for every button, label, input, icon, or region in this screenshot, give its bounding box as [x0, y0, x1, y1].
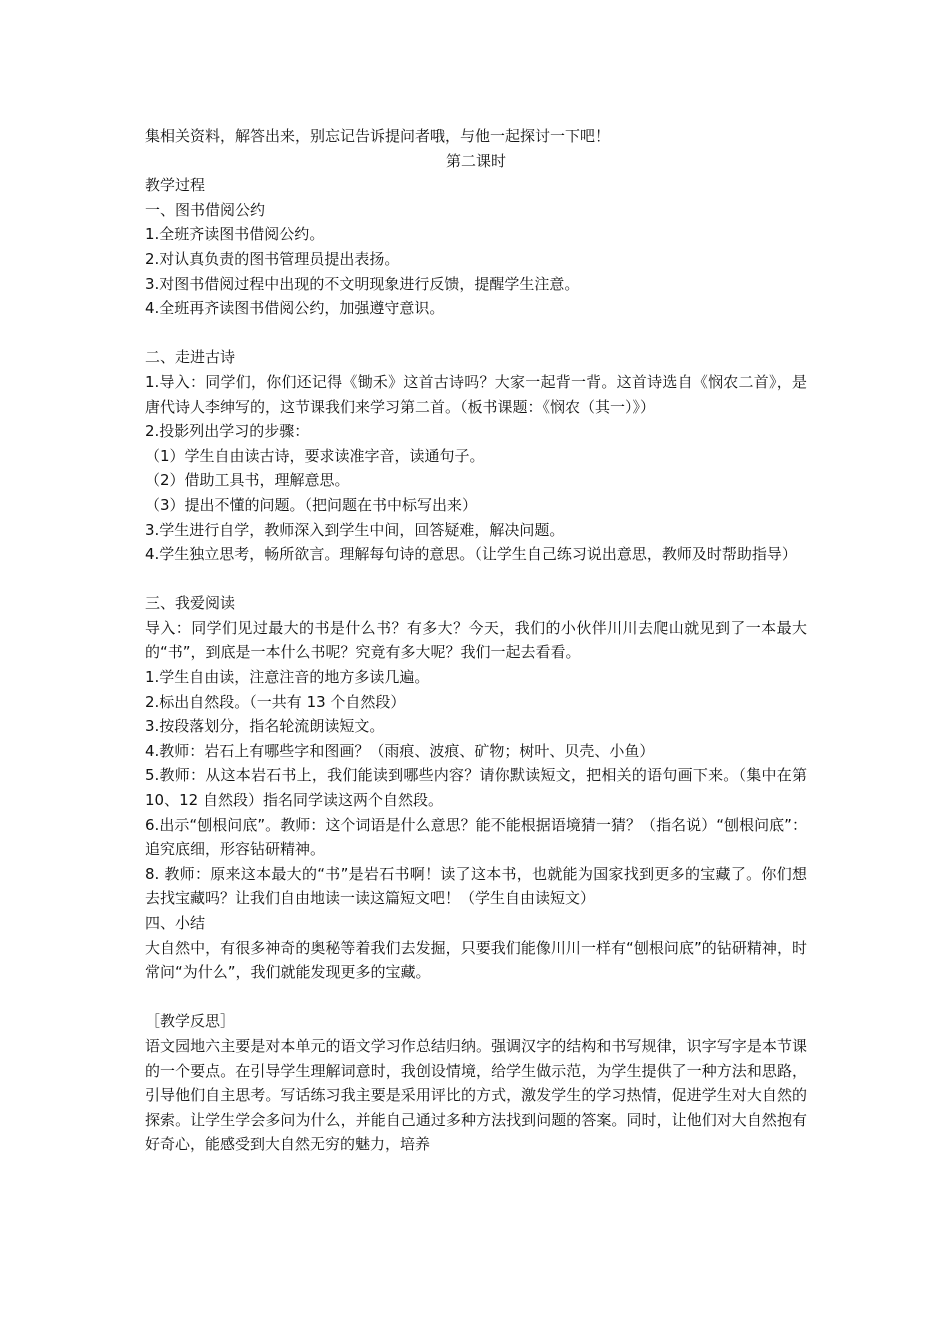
section1-item: 2.对认真负责的图书管理员提出表扬。 — [145, 249, 400, 268]
section3-item: 5.教师：从这本岩石书上，我们能读到哪些内容？请你默读短文，把相关的语句画下来。（集中在第 10、12 自然段）指名同学读这两个自然段。 — [145, 766, 812, 810]
section3-item: 2.标出自然段。（一共有 13 个自然段） — [145, 692, 406, 711]
spacer — [145, 321, 807, 346]
section3-item: 1.学生自由读，注意注音的地方多读几遍。 — [145, 668, 430, 687]
section3-item: 4.教师：岩石上有哪些字和图画？（雨痕、波痕、矿物；树叶、贝壳、小鱼） — [145, 741, 655, 760]
lesson-title: 第二课时 — [445, 151, 506, 170]
process-heading: 教学过程 — [145, 176, 206, 195]
section4-text: 大自然中，有很多神奇的奥秘等着我们去发掘，只要我们能像川川一样有“刨根问底”的钻研精神，时常问“为什么”，我们就能发现更多的宝藏。 — [145, 938, 807, 982]
section1-item: 3.对图书借阅过程中出现的不文明现象进行反馈，提醒学生注意。 — [145, 274, 580, 293]
spacer — [145, 567, 807, 592]
section1-heading: 一、图书借阅公约 — [145, 200, 266, 219]
section2-heading: 二、走进古诗 — [145, 348, 236, 367]
section2-step: （3）提出不懂的问题。（把问题在书中标写出来） — [145, 495, 478, 514]
document-page — [145, 124, 812, 1157]
spacer — [145, 985, 807, 1010]
section2-item2: 2.投影列出学习的步骤： — [145, 422, 310, 441]
section4-heading: 四、小结 — [145, 914, 206, 932]
intro-tail: 集相关资料，解答出来，别忘记告诉提问者哦，与他一起探讨一下吧！ — [145, 127, 611, 145]
section2-item1: 1.导入：同学们，你们还记得《锄禾》这首古诗吗？大家一起背一背。这首诗选自《悯农二首》，是唐代诗人李绅写的，这节课我们来学习第二首。（板书课题：《悯农（其一）》） — [145, 372, 807, 416]
section2-step: （2）借助工具书，理解意思。 — [145, 471, 350, 490]
section3-intro: 导入：同学们见过最大的书是什么书？有多大？今天，我们的小伙伴川川去爬山就见到了一本最大的“书”，到底是一本什么书呢？究竟有多大呢？我们一起去看看。 — [145, 618, 807, 662]
section1-item: 1.全班齐读图书借阅公约。 — [145, 225, 325, 244]
section3-item: 6.出示“刨根问底”。教师：这个词语是什么意思？能不能根据语境猜一猜？（指名说）“刨根问底”：追究底细，形容钻研精神。 — [145, 815, 807, 859]
reflection-text: 语文园地六主要是对本单元的语文学习作总结归纳。强调汉字的结构和书写规律，识字写字是本节课的一个要点。在引导学生理解词意时，我创设情境，给学生做示范，为学生提供了一种方法和思路，引导他们自主思考。写话练习我主要是采用评比的方式，激发学生的学习热情，促进学生对大自然的探索。让学生学会多问为什么，并能自己通过多种方法找到问题的答案。同时，让他们对大自然抱有好奇心，能感受到大自然无穷的魅力，培养 — [145, 1036, 807, 1154]
reflection-heading: ［教学反思］ — [145, 1012, 236, 1031]
section2-step: （1）学生自由读古诗，要求读准字音，读通句子。 — [145, 446, 485, 465]
section1-item: 4.全班再齐读图书借阅公约，加强遵守意识。 — [145, 299, 445, 318]
section2-item4: 4.学生独立思考，畅所欲言。理解每句诗的意思。（让学生自己练习说出意思，教师及时帮助指导） — [145, 545, 797, 564]
section3-heading: 三、我爱阅读 — [145, 594, 236, 613]
section3-item: 3.按段落划分，指名轮流朗读短文。 — [145, 717, 385, 736]
section3-item: 8. 教师：原来这本最大的“书”是岩石书啊！读了这本书，也就能为国家找到更多的宝藏了。你们想去找宝藏吗？让我们自由地读一读这篇短文吧！（学生自由读短文） — [145, 864, 807, 908]
section2-item3: 3.学生进行自学，教师深入到学生中间，回答疑难，解决问题。 — [145, 520, 565, 539]
